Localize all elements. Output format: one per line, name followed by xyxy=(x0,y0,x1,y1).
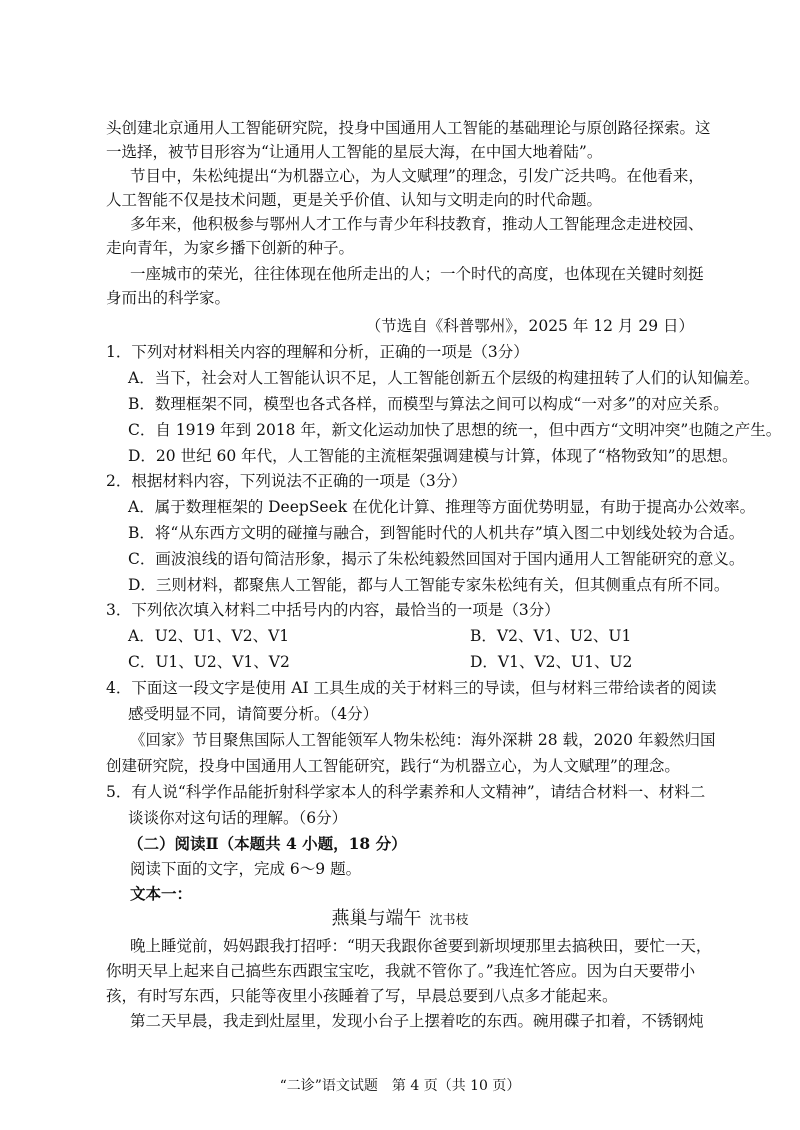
question-3-option-b: B．V2、V1、U2、U1 xyxy=(470,627,632,645)
text-label: 文本一： xyxy=(130,884,193,903)
question-2-stem: 2．根据材料内容，下列说法不正确的一项是（3分） xyxy=(106,472,467,490)
question-2-option-d: D．三则材料，都聚焦人工智能，都与人工智能专家朱松纯有关，但其侧重点有所不同。 xyxy=(128,576,730,594)
story-line: 晚上睡觉前，妈妈跟我打招呼：“明天我跟你爸要到新坝埂那里去搞秧田，要忙一天， xyxy=(130,937,712,955)
question-4-stem: 感受明显不同，请简要分析。（4分） xyxy=(128,705,379,723)
story-line: 你明天早上起来自己搞些东西跟宝宝吃，我就不管你了。”我连忙答应。因为白天要带小 xyxy=(106,962,696,980)
question-1-option-d: D．20 世纪 60 年代，人工智能的主流框架强调建模与计算，体现了“格物致知”的思想。 xyxy=(128,447,738,465)
question-4-quote: 创建研究院，投身中国通用人工智能研究，践行“为机器立心，为人文赋理”的理念。 xyxy=(106,757,680,775)
passage-line: 一选择，被节目形容为“让通用人工智能的星辰大海，在中国大地着陆”。 xyxy=(106,143,603,161)
question-1-option-c: C．自 1919 年到 2018 年，新文化运动加快了思想的统一，但中西方“文明冲突”也随之产生。 xyxy=(128,421,782,439)
passage-source: （节选自《科普鄂州》，2025 年 12 月 29 日） xyxy=(365,317,694,335)
passage-line: 多年来，他积极参与鄂州人才工作与青少年科技教育，推动人工智能理念走进校园、 xyxy=(130,215,704,233)
story-title: 燕巢与端午 xyxy=(331,908,422,929)
story-author: 沈书枝 xyxy=(429,913,469,928)
question-2-option-a: A．属于数理框架的 DeepSeek 在优化计算、推理等方面优势明显，有助于提高办公效率。 xyxy=(128,498,756,516)
question-3-stem: 3．下列依次填入材料二中括号内的内容，最恰当的一项是（3分） xyxy=(106,601,560,619)
question-1-option-a: A．当下，社会对人工智能认识不足，人工智能创新五个层级的构建扭转了人们的认知偏差。 xyxy=(128,369,760,387)
question-5-stem: 谈谈你对这句话的理解。（6分） xyxy=(128,809,348,827)
passage-line: 一座城市的荣光，往往体现在他所走出的人；一个时代的高度，也体现在关键时刻挺 xyxy=(130,265,704,283)
question-4-quote: 《回家》节目聚焦国际人工智能领军人物朱松纯：海外深耕 28 载，2020 年毅然归国 xyxy=(130,731,716,749)
passage-line: 头创建北京通用人工智能研究院，投身中国通用人工智能的基础理论与原创路径探索。这 xyxy=(106,119,711,137)
story-line: 第二天早晨，我走到灶屋里，发现小台子上摆着吃的东西。碗用碟子扣着，不锈钢炖 xyxy=(130,1012,704,1030)
passage-line: 身而出的科学家。 xyxy=(106,289,231,307)
passage-line: 走向青年，为家乡播下创新的种子。 xyxy=(106,239,355,257)
question-5-stem: 5．有人说“科学作品能折射科学家本人的科学素养和人文精神”，请结合材料一、材料二 xyxy=(106,783,706,801)
question-1-stem: 1．下列对材料相关内容的理解和分析，正确的一项是（3分） xyxy=(106,343,529,361)
story-line: 孩，有时写东西，只能等夜里小孩睡着了写，早晨总要到八点多才能起来。 xyxy=(106,987,618,1005)
question-3-option-d: D．V1、V2、U1、U2 xyxy=(470,653,633,671)
passage-line: 节目中，朱松纯提出“为机器立心，为人文赋理”的理念，引发广泛共鸣。在他看来， xyxy=(130,167,704,185)
question-1-option-b: B．数理框架不同，模型也各式各样，而模型与算法之间可以构成“一对多”的对应关系。 xyxy=(128,395,729,413)
passage-line: 人工智能不仅是技术问题，更是关乎价值、认知与文明走向的时代命题。 xyxy=(106,191,603,209)
question-3-option-c: C．U1、U2、V1、V2 xyxy=(128,653,290,671)
question-2-option-c: C．画波浪线的语句简洁形象，揭示了朱松纯毅然回国对于国内通用人工智能研究的意义。 xyxy=(128,550,745,568)
page-footer: “二诊”语文试题 第 4 页（共 10 页） xyxy=(279,1078,521,1094)
section-heading: （二）阅读Ⅱ（本题共 4 小题，18 分） xyxy=(128,834,407,853)
question-2-option-b: B．将“从东西方文明的碰撞与融合，到智能时代的人机共存”填入图二中划线处较为合适。 xyxy=(128,524,745,542)
question-3-option-a: A．U2、U1、V2、V1 xyxy=(128,627,290,645)
section-instruction: 阅读下面的文字，完成 6～9 题。 xyxy=(130,860,362,878)
question-4-stem: 4．下面这一段文字是使用 AI 工具生成的关于材料三的导读，但与材料三带给读者的阅读 xyxy=(106,679,717,697)
story-title-row xyxy=(0,909,800,931)
